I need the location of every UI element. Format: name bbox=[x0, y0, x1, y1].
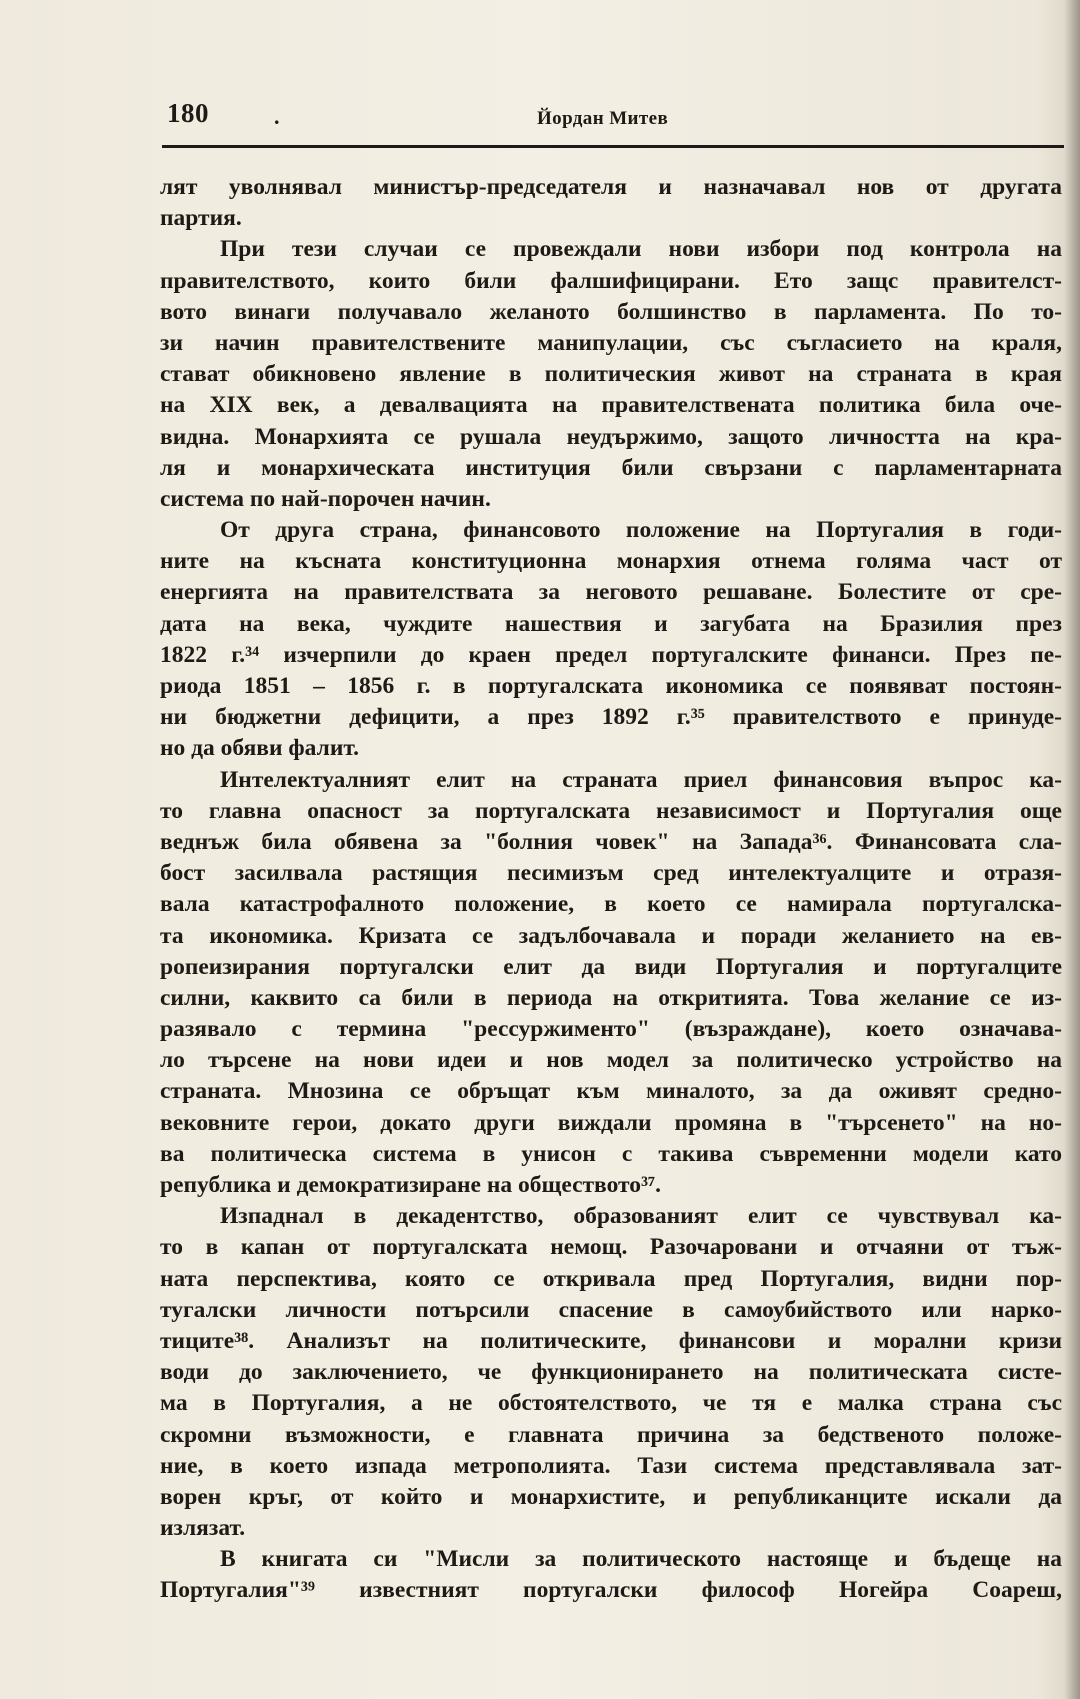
page-header bbox=[167, 98, 1067, 146]
text-line: ропеизирания португалски елит да види Португалия и португалците bbox=[160, 953, 1062, 980]
body-text bbox=[160, 172, 1062, 1607]
text-line: система по най-порочен начин. bbox=[160, 485, 491, 512]
text-line: При тези случаи се провеждали нови избори под контрола на bbox=[220, 236, 1062, 263]
text-line: вала катастрофалното положение, в което се намирала португалска- bbox=[160, 891, 1062, 918]
header-separator: . bbox=[274, 104, 280, 129]
text-line: ни бюджетни дефицити, а през 1892 г.³⁵ правителството е принуде- bbox=[160, 704, 1062, 731]
text-line: В книгата си "Мисли за политическото настояще и бъдеще на bbox=[220, 1546, 1062, 1573]
text-line: веднъж била обявена за "болния човек" на Запада³⁶. Финансовата сла- bbox=[160, 828, 1062, 855]
page-number: 180 bbox=[167, 98, 209, 128]
text-line: ло търсене на нови идеи и нов модел за политическо устройство на bbox=[160, 1047, 1062, 1074]
text-line: Интелектуалният елит на страната приел финансовия въпрос ка- bbox=[220, 766, 1062, 793]
text-line: република и демократизиране на обществото³⁷. bbox=[160, 1172, 661, 1198]
text-line: 1822 г.³⁴ изчерпили до краен предел португалските финанси. През пе- bbox=[160, 641, 1062, 668]
text-line: ние, в което изпада метрополията. Тази система представлявала зат- bbox=[160, 1452, 1062, 1479]
text-line: то в капан от португалската немощ. Разочаровани и отчаяни от тъж- bbox=[160, 1234, 1062, 1261]
text-line: страната. Мнозина се обръщат към миналото, за да оживят средно- bbox=[160, 1078, 1062, 1105]
header-rule bbox=[162, 145, 1064, 148]
text-line: енергията на правителствата за неговото решаване. Болестите от сре- bbox=[160, 579, 1062, 606]
page-edge-shadow bbox=[1064, 0, 1080, 1699]
text-line: стават обикновено явление в политическия живот на страната в края bbox=[160, 361, 1062, 388]
text-line: вото винаги получавало желаното болшинство в парламента. По то- bbox=[160, 298, 1062, 325]
text-line: ва политическа система в унисон с такива съвременни модели като bbox=[160, 1140, 1062, 1167]
text-line: силни, каквито са били в периода на откритията. Това желание се из- bbox=[160, 984, 1062, 1011]
text-line: бост засилвала растящия песимизъм сред интелектуалците и отразя- bbox=[160, 860, 1062, 887]
text-line: От друга страна, финансовото положение на Португалия в годи- bbox=[220, 517, 1062, 544]
text-line: вековните герои, докато други виждали промяна в "търсенето" на но- bbox=[160, 1109, 1062, 1136]
text-line: излязат. bbox=[160, 1515, 246, 1542]
text-line: партия. bbox=[160, 205, 242, 232]
text-line: та икономика. Кризата се задълбочавала и поради желанието на ев- bbox=[160, 922, 1062, 949]
text-line: ните на късната конституционна монархия отнема голяма част от bbox=[160, 548, 1062, 575]
text-line: ната перспектива, която се откривала пред Португалия, видни пор- bbox=[160, 1265, 1062, 1292]
text-line: то главна опасност за португалската независимост и Португалия още bbox=[160, 797, 1062, 824]
text-line: дата на века, чуждите нашествия и загубата на Бразилия през bbox=[160, 610, 1062, 637]
text-line: но да обяви фалит. bbox=[160, 735, 360, 762]
text-line: на XIX век, а девалвацията на правителствената политика била оче- bbox=[160, 392, 1062, 419]
text-line: скромни възможности, е главната причина за бедственото положе- bbox=[160, 1421, 1062, 1448]
text-line: Португалия"³⁹ известният португалски философ Ногейра Соареш, bbox=[160, 1577, 1062, 1604]
text-line: риода 1851 – 1856 г. в португалската икономика се появяват постоян- bbox=[160, 673, 1062, 699]
text-line: тугалски личности потърсили спасение в самоубийството или нарко- bbox=[160, 1296, 1062, 1323]
text-line: ворен кръг, от който и монархистите, и републиканците искали да bbox=[160, 1483, 1062, 1510]
text-line: тиците³⁸. Анализът на политическите, финансови и морални кризи bbox=[160, 1327, 1062, 1354]
text-line: правителството, които били фалшифицирани. Ето защс правителст- bbox=[160, 267, 1062, 294]
text-line: води до заключението, че функционирането на политическата систе- bbox=[160, 1359, 1062, 1386]
text-line: разявало с термина "рессуржименто" (възраждане), което означава- bbox=[160, 1016, 1062, 1043]
text-line: ма в Португалия, а не обстоятелството, че тя е малка страна със bbox=[160, 1390, 1062, 1417]
text-line: Изпаднал в декадентство, образованият елит се чувствувал ка- bbox=[220, 1203, 1062, 1230]
running-title: Йордан Митев bbox=[537, 108, 669, 129]
text-line: ля и монархическата институция били свързани с парламентарната bbox=[160, 454, 1062, 481]
text-line: лят уволнявал министър-председателя и назначавал нов от другата bbox=[160, 174, 1062, 200]
text-line: зи начин правителствените манипулации, със съгласието на краля, bbox=[160, 329, 1062, 356]
text-line: видна. Монархията се рушала неудържимо, защото личността на кра- bbox=[160, 423, 1062, 450]
